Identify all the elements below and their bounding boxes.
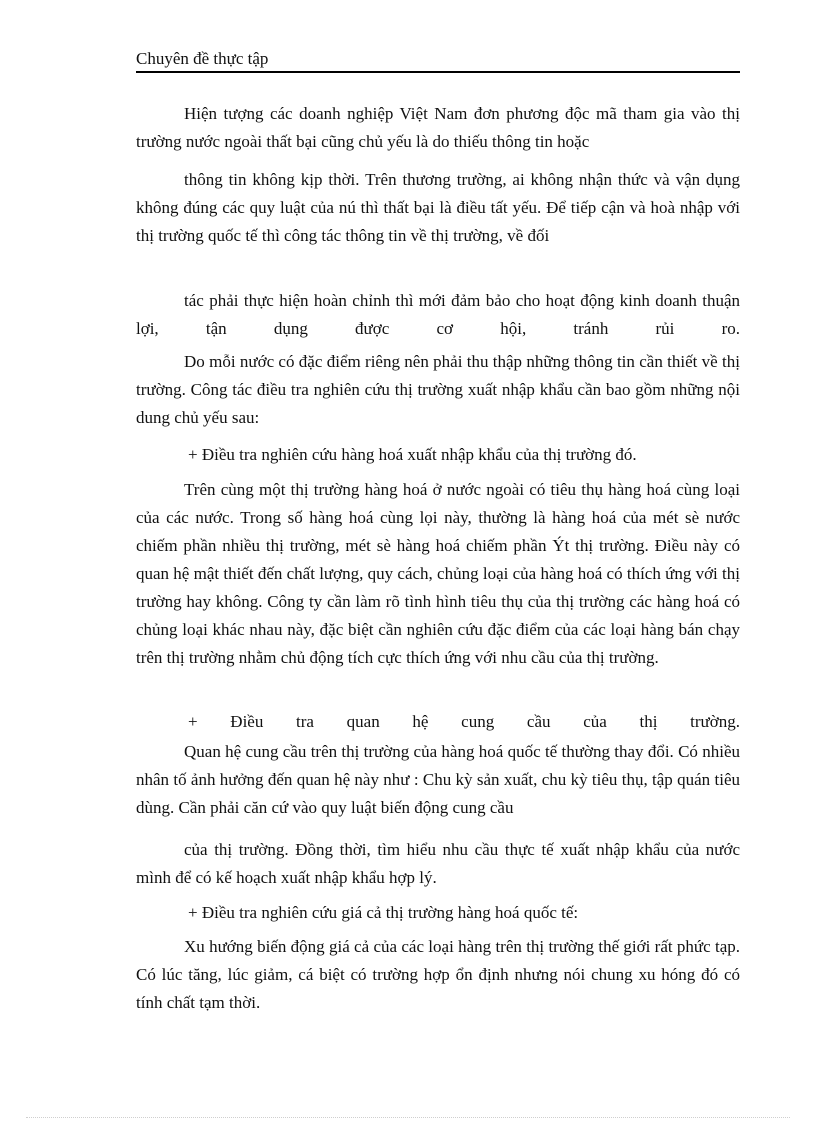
header-title: Chuyên đề thực tập	[136, 49, 269, 68]
paragraph: + Điều tra nghiên cứu giá cả thị trường hàng hoá quốc tế:	[188, 903, 579, 922]
paragraph: + Điều tra quan hệ cung cầu của thị trường.	[188, 712, 740, 731]
paragraph: Trên cùng một thị trường hàng hoá ở nước ngoài có tiêu thụ hàng hoá cùng loại của các nước. Trong số hàng hoá cùng lọi này, thường là hàng hoá của mét sè nước chiếm phần nhiều thị trường, mét sè hàng hoá chiếm phần Ýt thị trường. Điều này có quan hệ mật thiết đến chất lượng, quy cách, chủng loại của hàng hoá có thích ứng với thị trường hay không. Công ty cần làm rõ tình hình tiêu thụ của thị trường các hàng hoá có chủng loại khác nhau này, đặc biệt cần nghiên cứu đặc điểm của các loại hàng bán chạy trên thị trường nhằm chủ động tích cực thích ứng với nhu cầu của thị trường.	[136, 480, 740, 667]
paragraph: tác phải thực hiện hoàn chỉnh thì mới đảm bảo cho hoạt động kinh doanh thuận lợi, tận dụng được cơ hội, tránh rủi ro.	[136, 291, 740, 338]
paragraph: Xu hướng biến động giá cả của các loại hàng trên thị trường thế giới rất phức tạp. Có lúc tăng, lúc giảm, cá biệt có trường hợp ổn định nhưng nói chung xu hóng đó có tính chất tạm thời.	[136, 937, 740, 1012]
paragraph: Quan hệ cung cầu trên thị trường của hàng hoá quốc tế thường thay đổi. Có nhiều nhân tố ảnh hưởng đến quan hệ này như : Chu kỳ sản xuất, chu kỳ tiêu thụ, tập quán tiêu dùng. Cần phải căn cứ vào quy luật biến động cung cầu	[136, 742, 740, 817]
page-bottom-divider	[26, 1117, 790, 1118]
page-header	[136, 49, 740, 73]
paragraph: Do mỗi nước có đặc điểm riêng nên phải thu thập những thông tin cần thiết về thị trường. Công tác điều tra nghiên cứu thị trường xuất nhập khẩu cần bao gồm những nội dung chủ yếu sau:	[136, 352, 740, 427]
paragraph: Hiện tượng các doanh nghiệp Việt Nam đơn phương độc mã tham gia vào thị trường nước ngoài thất bại cũng chủ yếu là do thiếu thông tin hoặc	[136, 104, 740, 151]
paragraph: + Điều tra nghiên cứu hàng hoá xuất nhập khẩu của thị trường đó.	[188, 445, 637, 464]
paragraph: của thị trường. Đồng thời, tìm hiểu nhu cầu thực tế xuất nhập khẩu của nước mình để có kế hoạch xuất nhập khẩu hợp lý.	[136, 840, 740, 887]
paragraph: thông tin không kịp thời. Trên thương trường, ai không nhận thức và vận dụng không đúng các quy luật của nú thì thất bại là điều tất yếu. Để tiếp cận và hoà nhập với thị trường quốc tế thì công tác thông tin về thị trường, về đối	[136, 170, 740, 245]
